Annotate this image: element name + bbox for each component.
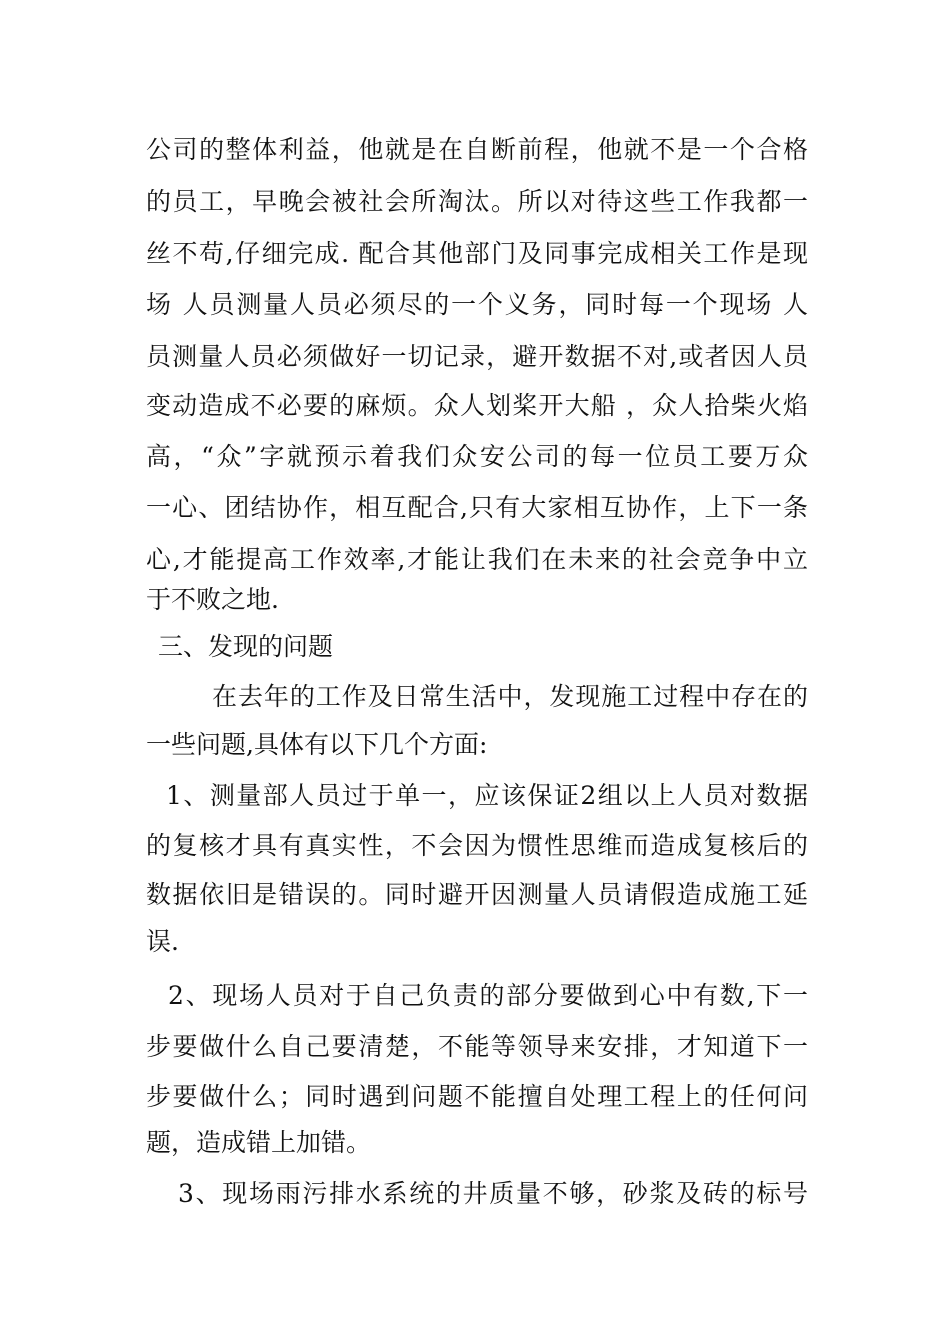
section-heading: 三、发现的问题	[158, 632, 334, 661]
list-item-line: 题，造成错上加错。	[146, 1128, 372, 1157]
paragraph-line: 的员工，早晚会被社会所淘汰。所以对待这些工作我都一	[146, 187, 808, 216]
paragraph-line: 员测量人员必须做好一切记录，避开数据不对,或者因人员	[146, 342, 808, 371]
list-item-line: 的复核才具有真实性，不会因为惯性思维而造成复核后的	[146, 831, 808, 860]
paragraph-line: 公司的整体利益，他就是在自断前程，他就不是一个合格	[146, 135, 808, 164]
list-item-line: 2、现场人员对于自己负责的部分要做到心中有数,下一	[168, 981, 808, 1010]
intro-line: 一些问题,具体有以下几个方面:	[146, 730, 488, 759]
list-item-line: 误.	[146, 927, 179, 956]
list-item-line: 数据依旧是错误的。同时避开因测量人员请假造成施工延	[146, 880, 808, 909]
paragraph-line: 心,才能提高工作效率,才能让我们在未来的社会竞争中立	[146, 545, 808, 574]
paragraph-line: 一心、团结协作，相互配合,只有大家相互协作，上下一条	[146, 493, 808, 522]
list-item-line: 步要做什么自己要清楚，不能等领导来安排，才知道下一	[146, 1032, 808, 1061]
paragraph-line: 变动造成不必要的麻烦。众人划桨开大船 ，众人拾柴火焰	[146, 391, 808, 420]
list-item-line: 1、测量部人员过于单一，应该保证2组以上人员对数据	[166, 781, 808, 810]
list-item-line: 3、现场雨污排水系统的井质量不够，砂浆及砖的标号	[178, 1179, 808, 1208]
intro-line: 在去年的工作及日常生活中，发现施工过程中存在的	[212, 682, 808, 711]
paragraph-line: 高，“众”字就预示着我们众安公司的每一位员工要万众	[146, 442, 808, 471]
paragraph-line: 丝不苟,仔细完成. 配合其他部门及同事完成相关工作是现	[146, 239, 808, 268]
paragraph-line: 于不败之地.	[146, 585, 279, 614]
list-item-line: 步要做什么；同时遇到问题不能擅自处理工程上的任何问	[146, 1082, 808, 1111]
paragraph-line: 场 人员测量人员必须尽的一个义务，同时每一个现场 人	[146, 290, 808, 319]
